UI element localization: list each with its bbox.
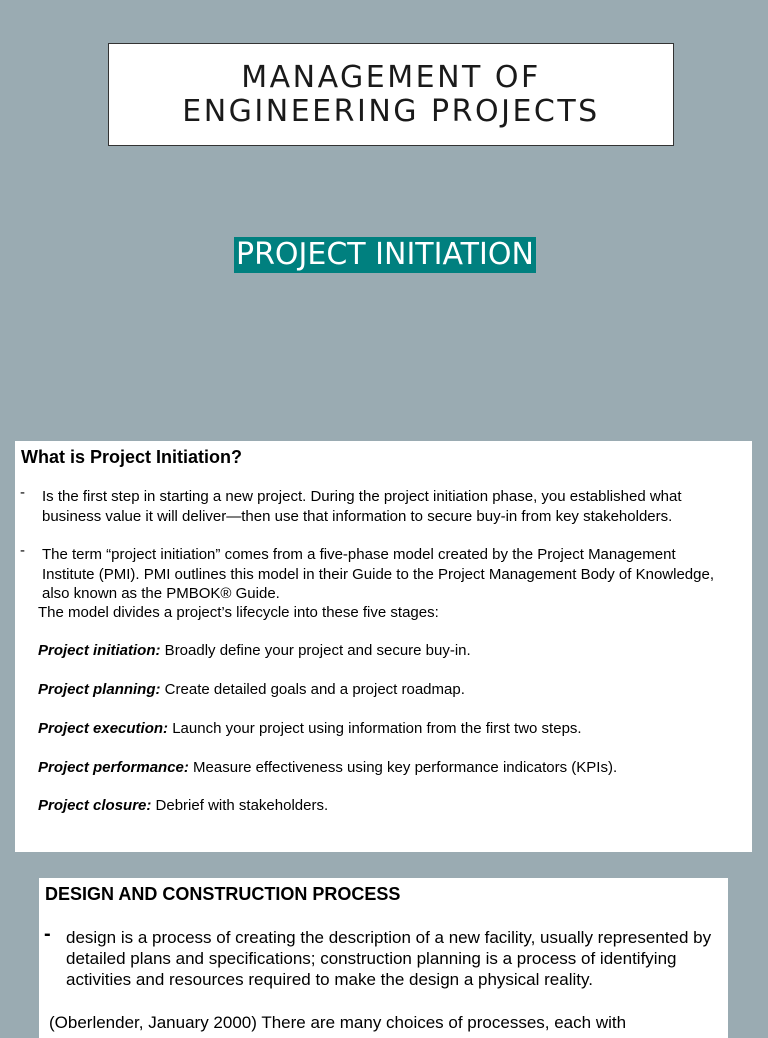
stage-item [38,796,328,816]
stages-intro: The model divides a project’s lifecycle into these five stages: [38,604,439,621]
stage-text: Measure effectiveness using key performance indicators (KPIs). [188,759,618,776]
slide-title-line1: MANAGEMENT OF [241,59,541,95]
stage-item [38,680,465,700]
slide-title-line2: ENGINEERING PROJECTS [182,93,600,129]
card-heading: What is Project Initiation? [21,447,243,467]
project-initiation-card [15,441,752,852]
bullet-text: Is the first step in starting a new project. During the project initiation phase, you established what business value it will deliver—then use that information to secure buy-in from key stakeholders. [42,488,682,525]
card-heading: DESIGN AND CONSTRUCTION PROCESS [45,884,401,904]
stage-item [38,641,471,661]
stage-text: Debrief with stakeholders. [151,797,329,814]
stage-label: Project performance: [38,759,189,776]
stage-label: Project planning: [38,681,161,698]
bullet-text: design is a process of creating the description of a new facility, usually represented by detailed plans and specifications; construction planning is a process of identifying activities and resources required to make the design a physical reality. [66,928,712,989]
stage-label: Project closure: [38,797,152,814]
stage-label: Project initiation: [38,642,161,659]
stage-item [38,719,582,739]
bullet-dash: - [44,923,51,945]
stage-text: Create detailed goals and a project roadmap. [160,681,465,698]
stage-text: Broadly define your project and secure buy-in. [160,642,471,659]
stage-label: Project execution: [38,720,169,737]
slide-title-box [108,43,674,146]
bullet-dash: - [20,542,25,559]
bullet-dash: - [20,484,25,501]
bullet-text: The term “project initiation” comes from a five-phase model created by the Project Management Institute (PMI). PMI outlines this model in their Guide to the Project Management Body of Knowledge, also known as the PMBOK® Guide. [42,546,715,602]
stage-text: Launch your project using information from the first two steps. [168,720,582,737]
slide-subtitle: PROJECT INITIATION [236,237,534,272]
stage-item [38,758,617,778]
continuation-text: (Oberlender, January 2000) There are many choices of processes, each with [49,1013,627,1032]
design-construction-card [39,878,728,1038]
